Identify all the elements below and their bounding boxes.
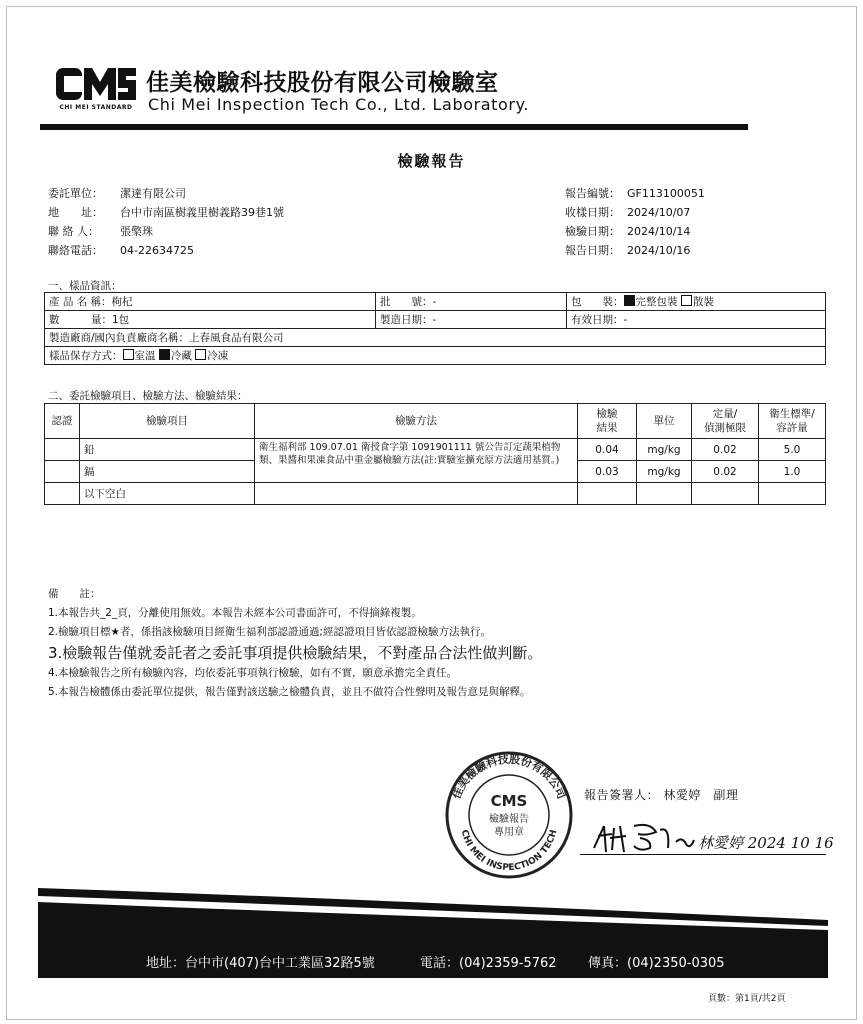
unit-cell: mg/kg <box>637 461 692 483</box>
batch-value: - <box>432 296 437 308</box>
test-date: 2024/10/14 <box>627 225 691 238</box>
test-date-label: 檢驗日期： <box>565 225 620 238</box>
sample-info-table <box>44 292 826 365</box>
seal-line-1: 檢驗報告 <box>489 814 529 825</box>
cms-logo <box>54 64 138 104</box>
checkbox-empty-icon <box>195 349 206 360</box>
recv-date-label: 收樣日期： <box>565 206 620 219</box>
maker-label: 製造廠商/國內負責廠商名稱： <box>49 332 190 344</box>
signature-date: 林愛婷 2024 10 16 <box>698 834 834 852</box>
col-item: 檢驗項目 <box>80 404 255 439</box>
blank-note: 以下空白 <box>80 483 255 505</box>
contact-label: 聯 絡 人： <box>48 225 99 238</box>
page-count: 頁數：第1頁/共2頁 <box>708 994 786 1004</box>
client-info <box>48 184 284 260</box>
limit-cell: 1.0 <box>759 461 826 483</box>
method-cell: 衛生福利部 109.07.01 衛授食字第 1091901111 號公告訂定蔬果植物類、果醬和果凍食品中重金屬檢驗方法(註:實驗室擴充原方法適用基質。) <box>255 439 578 483</box>
report-date-label: 報告日期： <box>565 244 620 257</box>
note-5: 5.本報告檢體係由委託單位提供，報告僅對該送驗之檢體負責，並且不做符合性聲明及報告意見與解釋。 <box>48 686 531 698</box>
seal-ring-text-en: CHI MEI INSPECTION TECH <box>458 828 560 874</box>
col-cert: 認證 <box>45 404 80 439</box>
qty-label: 數 量： <box>49 314 112 326</box>
product-name: 枸杞 <box>111 296 133 308</box>
result-cell: 0.04 <box>578 439 637 461</box>
maker-value: 上春風食品有限公司 <box>189 332 284 344</box>
report-date: 2024/10/16 <box>627 244 691 257</box>
company-name-en: Chi Mei Inspection Tech Co., Ltd. Laboratory. <box>148 95 530 114</box>
storage-option-2: 冷藏 <box>170 350 192 362</box>
checkbox-checked-icon <box>624 295 635 306</box>
col-result: 檢驗 結果 <box>578 404 637 439</box>
storage-label: 樣品保存方式： <box>49 350 123 362</box>
unit-cell: mg/kg <box>637 439 692 461</box>
product-name-label: 產 品 名 稱： <box>49 296 112 308</box>
table-row <box>45 483 826 505</box>
mfg-value: - <box>432 314 437 326</box>
addr-value: 台中市南區樹義里樹義路39巷1號 <box>120 206 284 219</box>
contact-value: 張檠珠 <box>120 225 153 238</box>
col-method: 檢驗方法 <box>255 404 578 439</box>
recv-date: 2024/10/07 <box>627 206 691 219</box>
test-results-table <box>44 403 826 505</box>
seal-logo: CMS <box>490 792 528 810</box>
company-seal <box>444 750 574 880</box>
storage-option-3: 冷凍 <box>207 350 229 362</box>
checkbox-empty-icon <box>123 349 134 360</box>
pack-option-2: 散裝 <box>692 296 714 308</box>
phone-value: 04-22634725 <box>120 244 194 257</box>
table-row <box>45 439 826 461</box>
qty-value: 1包 <box>112 314 130 326</box>
checkbox-checked-icon <box>159 349 170 360</box>
checkbox-empty-icon <box>681 295 692 306</box>
seal-ring-text: 佳美檢驗科技股份有限公司 <box>449 752 569 801</box>
addr-label: 地 址： <box>48 206 103 219</box>
loq-cell: 0.02 <box>692 461 759 483</box>
report-no-label: 報告編號： <box>565 187 620 200</box>
loq-cell: 0.02 <box>692 439 759 461</box>
phone-label: 聯絡電話： <box>48 244 103 257</box>
handwritten-signature <box>590 818 834 858</box>
exp-label: 有效日期： <box>571 314 624 326</box>
notes <box>48 585 542 702</box>
company-name-zh: 佳美檢驗科技股份有限公司檢驗室 <box>146 70 499 96</box>
col-unit: 單位 <box>637 404 692 439</box>
pack-option-1: 完整包裝 <box>635 296 678 308</box>
exp-value: - <box>623 314 628 326</box>
col-loq: 定量/ 偵測極限 <box>692 404 759 439</box>
signature-line <box>580 854 826 855</box>
note-4: 4.本檢驗報告之所有檢驗內容，均依委託事項執行檢驗，如有不實，願意承擔完全責任。 <box>48 667 458 679</box>
report-title: 檢驗報告 <box>397 152 466 170</box>
storage-option-1: 室溫 <box>134 350 156 362</box>
footer-fax: 傳真：(04)2350-0305 <box>588 956 725 971</box>
note-2: 2.檢驗項目標★者，係指該檢驗項目經衛生福利部認證通過;經認證項目皆依認證檢驗方法執行。 <box>48 626 491 638</box>
notes-title: 備 註： <box>48 588 101 600</box>
footer-address: 地址：台中市(407)台中工業區32路5號 <box>146 956 375 971</box>
pack-label: 包 裝： <box>571 296 624 308</box>
header-bar <box>40 124 748 130</box>
mfg-label: 製造日期： <box>380 314 433 326</box>
result-cell: 0.03 <box>578 461 637 483</box>
item-cell: 鎘 <box>80 461 255 483</box>
col-limit: 衛生標準/ 容許量 <box>759 404 826 439</box>
report-info <box>565 184 705 260</box>
report-no: GF113100051 <box>627 187 705 200</box>
footer-tel: 電話：(04)2359-5762 <box>420 956 557 971</box>
batch-label: 批 號： <box>380 296 433 308</box>
logo-subtitle: CHI MEI STANDARD <box>59 104 133 111</box>
seal-line-2: 專用章 <box>494 827 524 838</box>
note-3: 3.檢驗報告僅就委託者之委託事項提供檢驗結果，不對產品合法性做判斷。 <box>48 644 543 662</box>
unit-label: 委託單位： <box>48 187 103 200</box>
unit-value: 潔達有限公司 <box>120 187 186 200</box>
signer: 報告簽署人： 林愛婷 副理 <box>584 788 739 802</box>
item-cell: 鉛 <box>80 439 255 461</box>
note-1: 1.本報告共_2_頁，分離使用無效。本報告未經本公司書面許可，不得摘錄複製。 <box>48 607 422 619</box>
sample-section-title: 一、樣品資訊： <box>48 280 122 292</box>
limit-cell: 5.0 <box>759 439 826 461</box>
tests-section-title: 二、委託檢驗項目、檢驗方法、檢驗結果： <box>48 390 248 402</box>
